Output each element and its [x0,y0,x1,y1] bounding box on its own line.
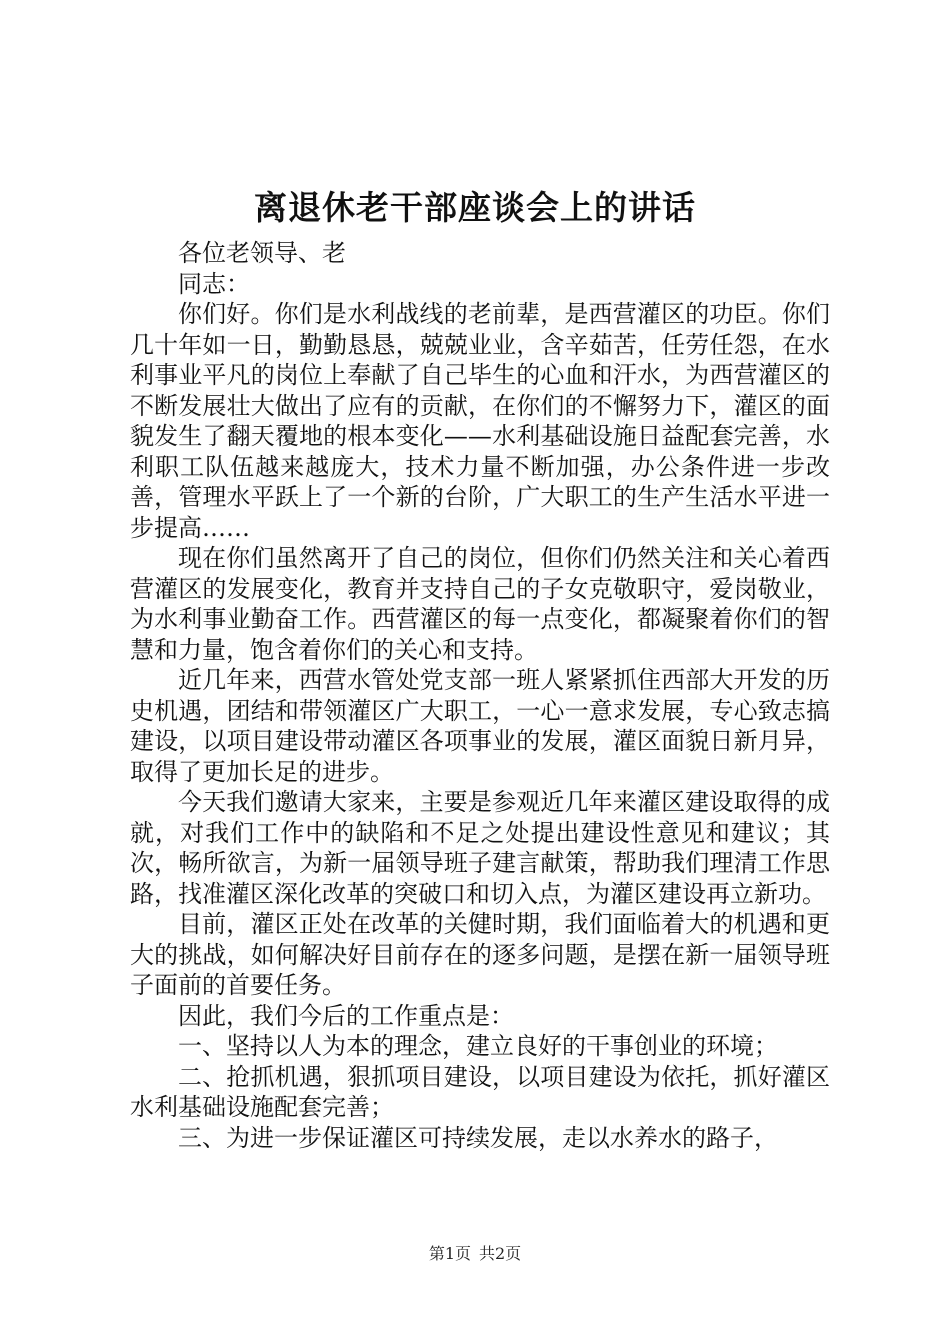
paragraph-greeting: 你们好。你们是水利战线的老前辈，是西营灌区的功臣。你们几十年如一日，勤勤恳恳，兢兢业业，含辛茹苦，任劳任怨，在水利事业平凡的岗位上奉献了自己毕生的心血和汗水，为西营灌区的不断发展壮大做出了应有的贡献，在你们的不懈努力下，灌区的面貌发生了翻天覆地的根本变化——水利基础设施日益配套完善，水利职工队伍越来越庞大，技术力量不断加强，办公条件进一步改善，管理水平跃上了一个新的台阶，广大职工的生产生活水平进一步提高…… [130,300,830,542]
page-total: 共2页 [479,1244,522,1263]
paragraph-current-situation: 目前，灌区正处在改革的关健时期，我们面临着大的机遇和更大的挑战，如何解决好目前存在的逐多问题，是摆在新一届领导班子面前的首要任务。 [130,910,830,999]
work-focus-item-2: 二、抢抓机遇，狠抓项目建设，以项目建设为依托，抓好灌区水利基础设施配套完善； [130,1062,830,1121]
document-body [130,238,830,1153]
paragraph-recent-years: 近几年来，西营水管处党支部一班人紧紧抓住西部大开发的历史机遇，团结和带领灌区广大职工，一心一意求发展，专心致志搞建设，以项目建设带动灌区各项事业的发展，灌区面貌日新月异，取得了更加长足的进步。 [130,666,830,786]
salutation-line-1: 各位老领导、老 [178,239,346,267]
document-title: 离退休老干部座谈会上的讲话 [254,188,696,227]
paragraph-concern: 现在你们虽然离开了自己的岗位，但你们仍然关注和关心着西营灌区的发展变化，教育并支持自己的子女克敬职守，爱岗敬业，为水利事业勤奋工作。西营灌区的每一点变化，都凝聚着你们的智慧和力量，饱含着你们的关心和支持。 [130,544,830,664]
work-focus-item-3: 三、为进一步保证灌区可持续发展，走以水养水的路子， [178,1123,778,1152]
paragraph-purpose: 今天我们邀请大家来，主要是参观近几年来灌区建设取得的成就，对我们工作中的缺陷和不足之处提出建设性意见和建议；其次，畅所欲言，为新一届领导班子建言献策，帮助我们理清工作思路，找准灌区深化改革的突破口和切入点，为灌区建设再立新功。 [130,788,830,908]
page-footer [0,1243,950,1265]
salutation-line-2: 同志： [178,269,250,298]
paragraph-work-focus-intro: 因此，我们今后的工作重点是： [178,1001,514,1030]
work-focus-item-1: 一、坚持以人为本的理念，建立良好的干事创业的环境； [178,1032,778,1060]
page-number: 第1页 [428,1244,471,1263]
